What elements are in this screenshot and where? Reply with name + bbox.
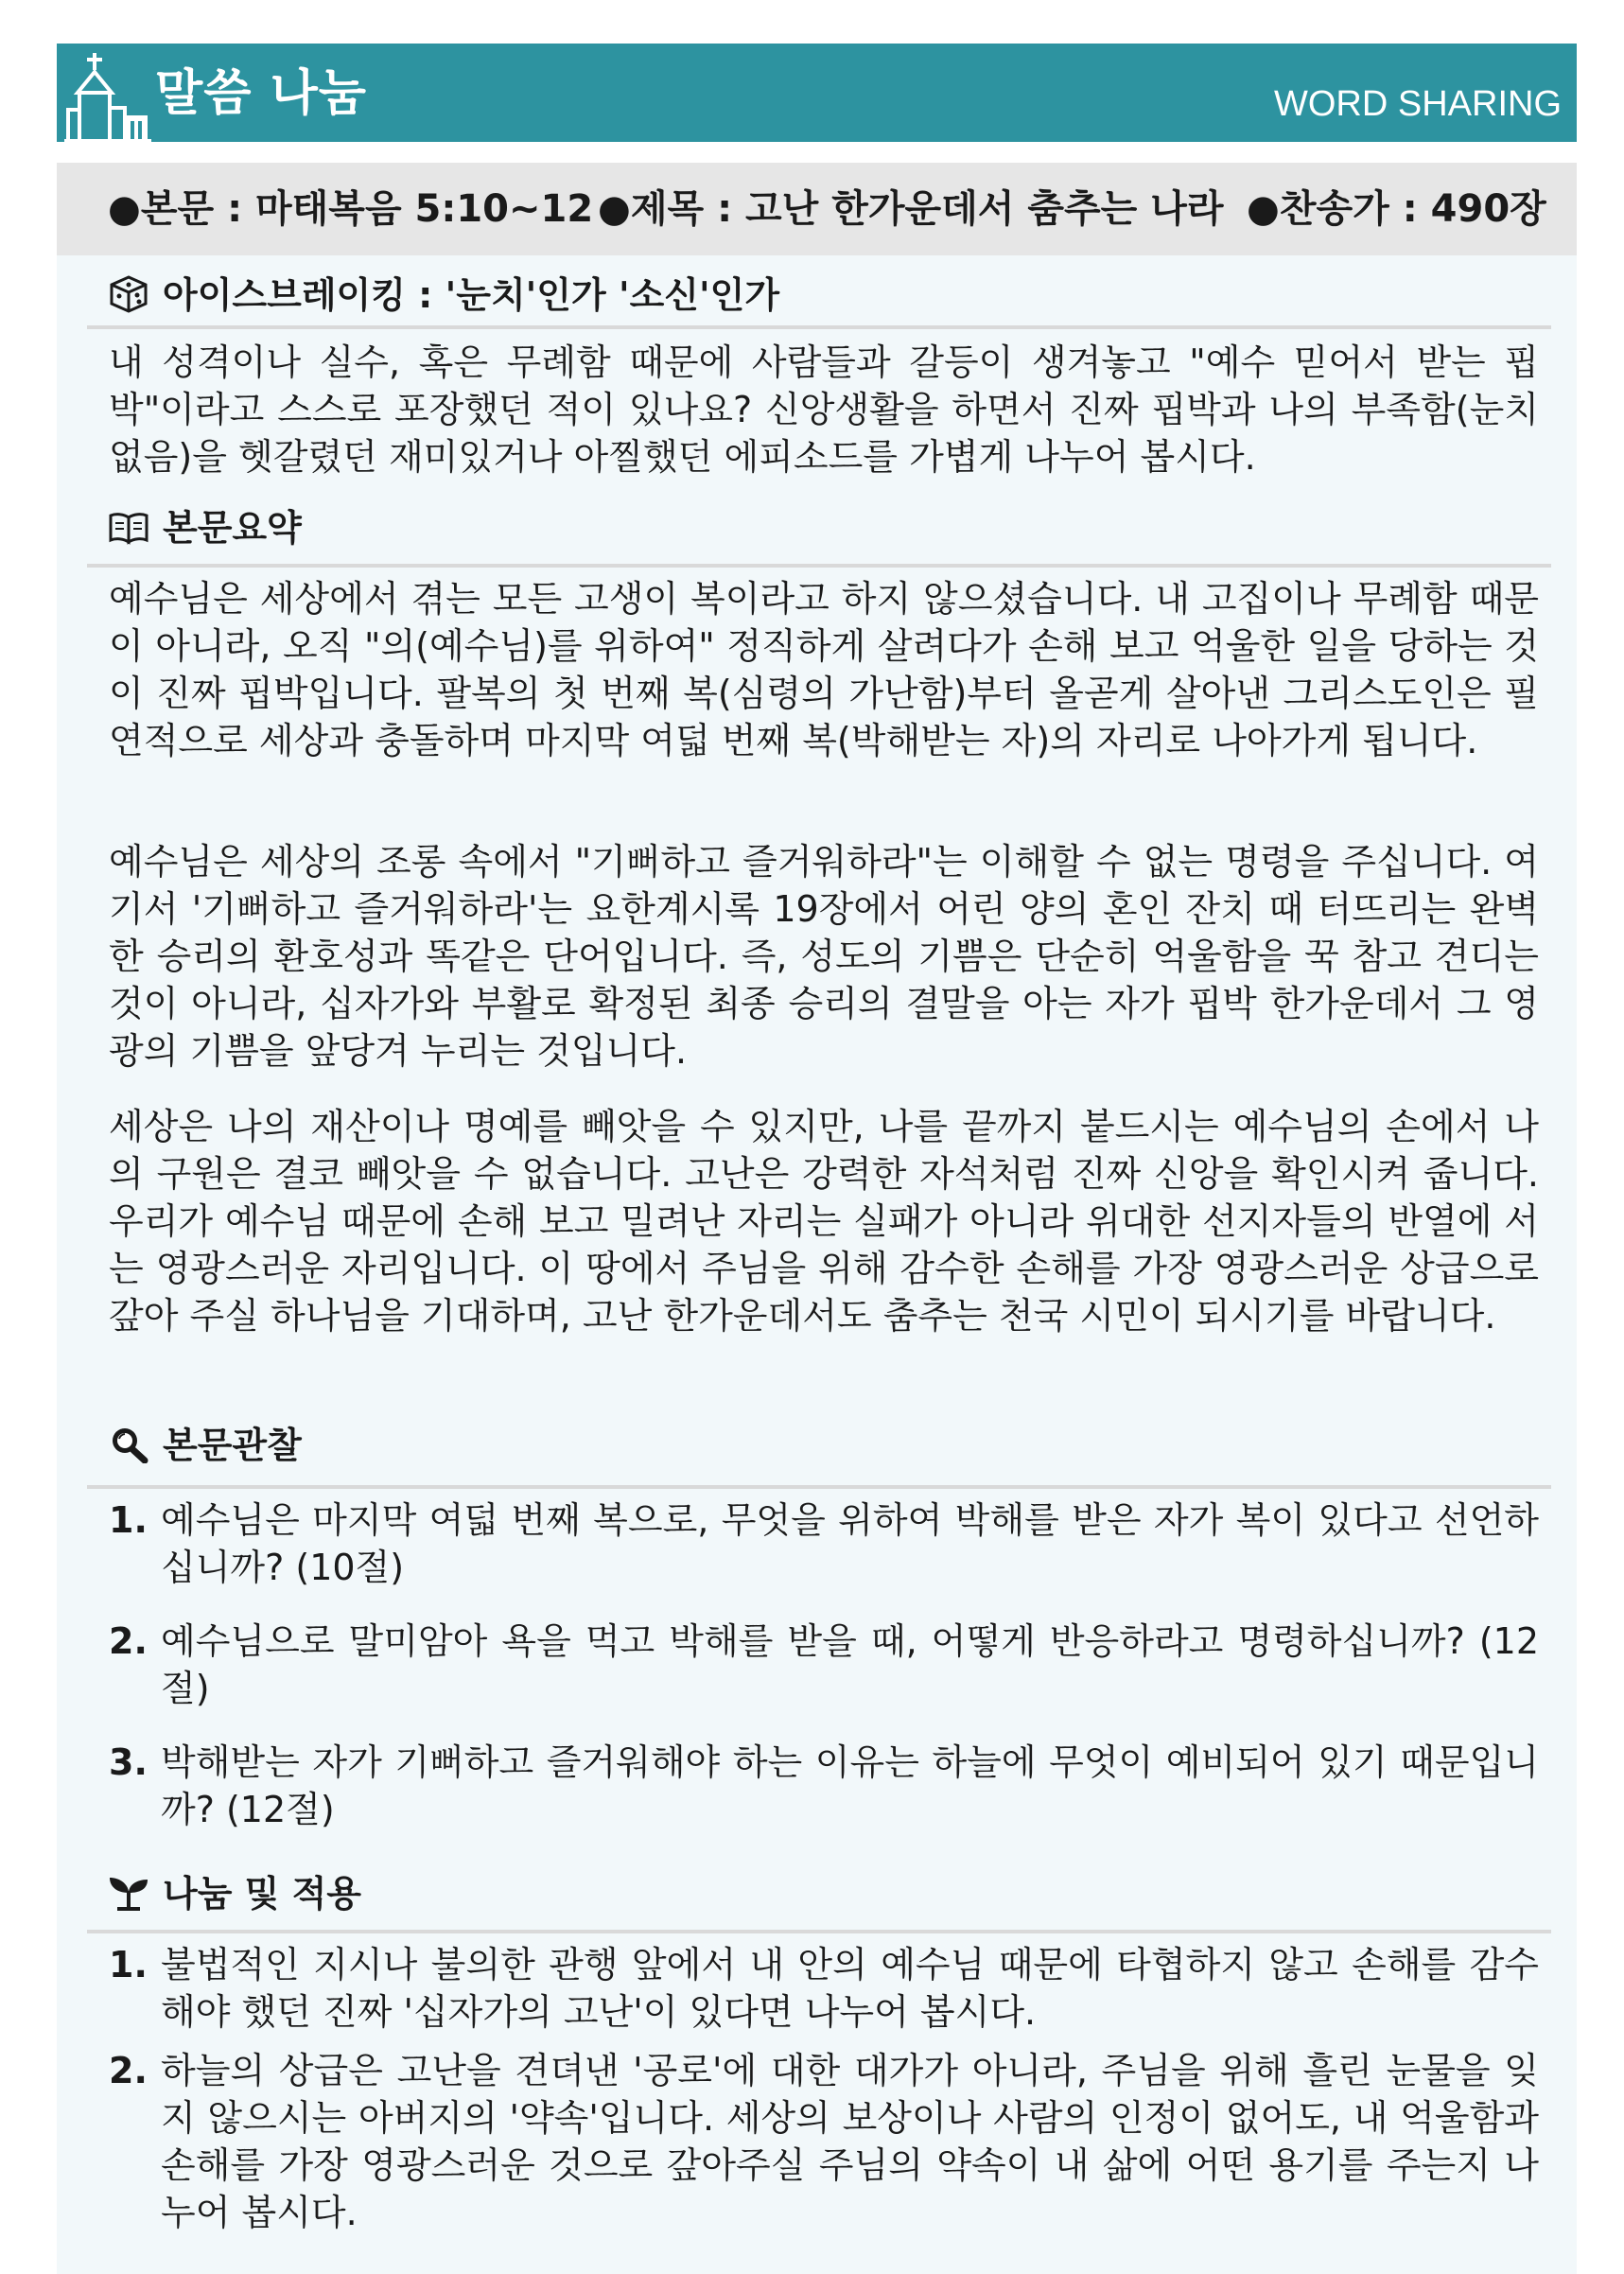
item-text: 불법적인 지시나 불의한 관행 앞에서 내 안의 예수님 때문에 타협하지 않고 손해를 감수해야 했던 진짜 '십자가의 고난'이 있다면 나누어 봅시다. [161,1944,1539,2033]
section-divider [87,1485,1551,1489]
item-number: 2. [109,1620,148,1662]
page-title: 말씀 나눔 [155,65,368,122]
section-divider [87,325,1551,329]
item-number: 3. [109,1741,148,1783]
summary-paragraph: 예수님은 세상의 조롱 속에서 "기뻐하고 즐거워하라"는 이해할 수 없는 명령을 주십니다. 여기서 '기뻐하고 즐거워하라'는 요한계시록 19장에서 어린 양의 혼인 잔치 때 터뜨리는 완벽한 승리의 환호성과 똑같은 단어입니다. 즉, 성도의 기쁨은 단순히 억울함을 꾹 참고 견디는 것이 아니라, 십자가와 부활로 확정된 최종 승리의 결말을 아는 자가 핍박 한가운데서 그 영광의 기쁨을 앞당겨 누리는 것입니다. [109,841,1539,1072]
list-item [109,2047,1539,2236]
item-number: 1. [109,1499,148,1541]
sermon-info-bar [57,163,1577,255]
hymn-number: ●찬송가 : 490장 [1247,187,1546,231]
page-header [57,44,1577,142]
summary-paragraph: 예수님은 세상에서 겪는 모든 고생이 복이라고 하지 않으셨습니다. 내 고집이나 무례함 때문이 아니라, 오직 "의(예수님)를 위하여" 정직하게 살려다가 손해 보고 억울한 일을 당하는 것이 진짜 핍박입니다. 팔복의 첫 번째 복(심령의 가난함)부터 올곧게 살아낸 그리스도인은 필연적으로 세상과 충돌하며 마지막 여덟 번째 복(박해받는 자)의 자리로 나아가게 됩니다. [109,578,1539,761]
summary-paragraph: 세상은 나의 재산이나 명예를 빼앗을 수 있지만, 나를 끝까지 붙드시는 예수님의 손에서 나의 구원은 결코 빼앗을 수 없습니다. 고난은 강력한 자석처럼 진짜 신앙을 확인시켜 줍니다. 우리가 예수님 때문에 손해 보고 밀려난 자리는 실패가 아니라 위대한 선지자들의 반열에 서는 영광스러운 자리입니다. 이 땅에서 주님을 위해 감수한 손해를 가장 영광스러운 상급으로 갚아 주실 하나님을 기대하며, 고난 한가운데서도 춤추는 천국 시민이 되시기를 바랍니다. [109,1106,1539,1337]
item-number: 2. [109,2050,148,2091]
icebreaking-heading [108,271,779,320]
summary-heading-text: 본문요약 [163,507,302,549]
list-item [109,1739,1539,1833]
item-text: 박해받는 자가 기뻐하고 즐거워해야 하는 이유는 하늘에 무엇이 예비되어 있기 때문입니까? (12절) [161,1741,1539,1830]
observation-heading-text: 본문관찰 [163,1425,302,1466]
sprout-icon [108,1874,149,1912]
content-area [57,163,1577,2274]
church-icon [64,49,151,142]
observation-heading [108,1421,302,1470]
item-text: 예수님으로 말미암아 욕을 먹고 박해를 받을 때, 어떻게 반응하라고 명령하십니까? (12절) [161,1620,1539,1709]
summary-heading [108,503,302,552]
application-heading-text: 나눔 및 적용 [163,1873,361,1915]
icebreaking-heading-text: 아이스브레이킹 : '눈치'인가 '소신'인가 [163,274,780,316]
page-subtitle: WORD SHARING [1274,84,1562,124]
book-icon [108,508,149,546]
application-heading [108,1869,361,1918]
observation-list [109,1496,1539,1833]
item-number: 1. [109,1944,148,1985]
section-divider [87,1930,1551,1933]
section-divider [87,564,1551,568]
scripture-reference: ●본문 : 마태복음 5:10~12 [108,187,594,231]
list-item [109,1941,1539,2036]
sermon-title: ●제목 : 고난 한가운데서 춤추는 나라 [598,187,1224,231]
item-text: 예수님은 마지막 여덟 번째 복으로, 무엇을 위하여 박해를 받은 자가 복이 있다고 선언하십니까? (10절) [161,1499,1539,1588]
item-text: 하늘의 상급은 고난을 견뎌낸 '공로'에 대한 대가가 아니라, 주님을 위해 흘린 눈물을 잊지 않으시는 아버지의 '약속'입니다. 세상의 보상이나 사람의 인정이 없어도, 내 억울함과 손해를 가장 영광스러운 것으로 갚아주실 주님의 약속이 내 삶에 어떤 용기를 주는지 나누어 봅시다. [161,2050,1539,2233]
dice-icon [108,275,149,313]
magnifier-icon [108,1426,149,1463]
icebreaking-text: 내 성격이나 실수, 혹은 무례함 때문에 사람들과 갈등이 생겨놓고 "예수 믿어서 받는 핍박"이라고 스스로 포장했던 적이 있나요? 신앙생활을 하면서 진짜 핍박과 나의 부족함(눈치 없음)을 헷갈렸던 재미있거나 아찔했던 에피소드를 가볍게 나누어 봅시다. [109,341,1539,478]
list-item [109,1618,1539,1712]
application-list [109,1941,1539,2236]
list-item [109,1496,1539,1591]
